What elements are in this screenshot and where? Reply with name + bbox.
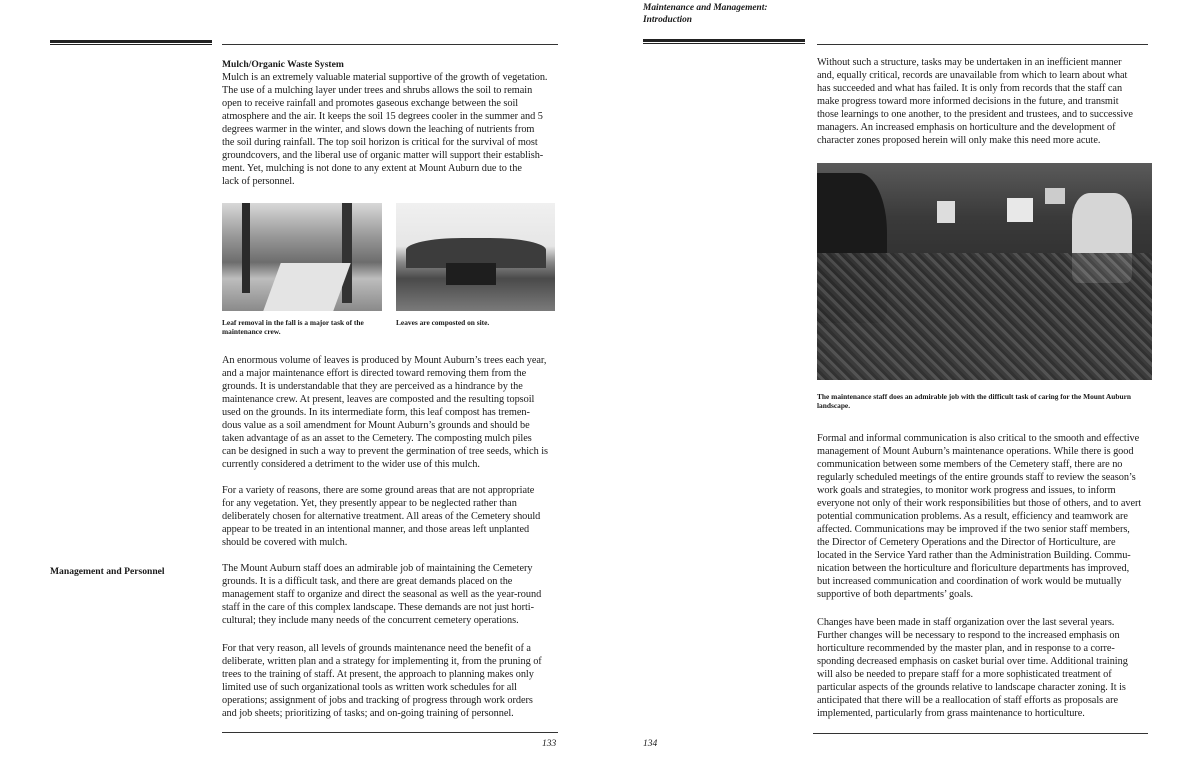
photo-headstone [937, 201, 955, 223]
text-line: those learnings to one another, to the president and trustees, and to successive [817, 109, 1133, 120]
text-line: maintenance crew. [222, 327, 281, 336]
text-line: The maintenance staff does an admirable job with the difficult task of caring for the Mount Auburn [817, 392, 1131, 401]
text-line: but increased communication and coordination of work would be mutually [817, 576, 1122, 587]
photo-road [263, 263, 350, 311]
text-line: landscape. [817, 401, 851, 410]
text-line: anticipated that there will be a reallocation of staff efforts as proposals are [817, 695, 1119, 706]
text-line: character zones proposed herein will only make this need more acute. [817, 135, 1101, 146]
text-line: Formal and informal communication is also critical to the smooth and effective [817, 433, 1140, 444]
sidebar-heading-management: Management and Personnel [50, 566, 165, 577]
text-line: nication between the horticulture and floriculture departments has improved, [817, 563, 1130, 574]
running-head [643, 2, 768, 26]
text-line: make progress toward more informed decisions in the future, and transmit [817, 96, 1119, 107]
photo-caption [817, 392, 1131, 410]
text-line: staff in the care of this complex landscape. These demands are not just horti- [222, 602, 534, 613]
text-line: maintenance crew. At present, leaves are composted and the resulting topsoil [222, 394, 535, 405]
paragraph [817, 432, 1141, 601]
text-line: sponding decreased emphasis on casket burial over time. Additional training [817, 656, 1128, 667]
text-line: Maintenance and Management: [643, 3, 768, 13]
photo-tree-trunk [342, 203, 352, 303]
text-line: An enormous volume of leaves is produced by Mount Auburn’s trees each year, [222, 355, 547, 366]
text-line: Introduction [643, 15, 692, 25]
footer-rule-right [813, 733, 1148, 734]
photo-headstone [1007, 198, 1033, 222]
paragraph [817, 616, 1128, 720]
text-line: the soil during rainfall. The top soil horizon is critical for the survival of most [222, 137, 538, 148]
text-line: everyone not only of their work responsibilities but those of others, and to avert [817, 498, 1142, 509]
paragraph [222, 354, 548, 471]
text-line: operations; assignment of jobs and tracking of progress through work orders [222, 695, 533, 706]
footer-rule-left [222, 732, 558, 733]
text-line: appear to be treated in an intentional manner, and those areas left unplanted [222, 524, 530, 535]
text-line: the Director of Cemetery Operations and the Director of Horticulture, are [817, 537, 1116, 548]
paragraph [222, 484, 540, 549]
text-line: Leaf removal in the fall is a major task of the [222, 318, 364, 327]
text-line: implemented, particularly from grass maintenance to horticulture. [817, 708, 1085, 719]
text-line: has succeeded and what has failed. It is only from records that the staff can [817, 83, 1123, 94]
text-line: Mulch is an extremely valuable material supportive of the growth of vegetation. [222, 72, 548, 83]
text-line: cultural; they include many needs of the concurrent cemetery operations. [222, 615, 519, 626]
text-line: and job sheets; prioritizing of tasks; and on-going training of personnel. [222, 708, 514, 719]
photo-groundcover [817, 253, 1152, 380]
text-line: and, equally critical, records are unavailable from which to learn about what [817, 70, 1128, 81]
text-line: open to receive rainfall and promotes gaseous exchange between the soil [222, 98, 519, 109]
paragraph [222, 71, 547, 188]
text-line: Further changes will be necessary to respond to the increased emphasis on [817, 630, 1120, 641]
header-rule-left [222, 44, 558, 45]
text-line: The Mount Auburn staff does an admirable job of maintaining the Cemetery [222, 563, 533, 574]
text-line: managers. An increased emphasis on horticulture and the development of [817, 122, 1116, 133]
text-line: will also be needed to prepare staff for a more sophisticated treatment of [817, 669, 1112, 680]
page-number: 133 [542, 739, 557, 749]
text-line: can be designed in such a way to prevent the germination of tree seeds, which is [222, 446, 548, 457]
text-line: regularly scheduled meetings of the entire grounds staff to review the season’s [817, 472, 1136, 483]
photo-caption [222, 318, 364, 336]
page-number: 134 [643, 739, 658, 749]
photo-leaf-removal [222, 203, 382, 311]
text-line: deliberately chosen for alternative treatment. All areas of the Cemetery should [222, 511, 541, 522]
text-line: located in the Service Yard rather than the Administration Building. Commu- [817, 550, 1131, 561]
photo-tree-trunk [242, 203, 250, 293]
text-line: communication between some members of the Cemetery staff, there are no [817, 459, 1123, 470]
text-line: management staff to organize and direct the seasonal as well as the year-round [222, 589, 542, 600]
text-line: work goals and strategies, to monitor work progress and issues, to inform [817, 485, 1116, 496]
text-line: should be covered with mulch. [222, 537, 348, 548]
text-line: for any vegetation. Yet, they presently appear to be neglected rather than [222, 498, 517, 509]
paragraph [817, 56, 1133, 147]
paragraph [222, 642, 542, 720]
paragraph [222, 562, 541, 627]
photo-maintenance-staff [817, 163, 1152, 380]
text-line: and a major maintenance effort is directed toward removing them from the [222, 368, 527, 379]
header-rule-right [817, 44, 1148, 45]
text-line: For a variety of reasons, there are some ground areas that are not appropriate [222, 485, 535, 496]
photo-compost-site [396, 203, 555, 311]
text-line: potential communication problems. As a result, efficiency and teamwork are [817, 511, 1128, 522]
text-line: limited use of such organizational tools as written work schedules for all [222, 682, 517, 693]
text-line: affected. Communications may be improved if the two senior staff members, [817, 524, 1130, 535]
text-line: trees to the training of staff. At present, the approach to planning makes only [222, 669, 534, 680]
text-line: Changes have been made in staff organization over the last several years. [817, 617, 1115, 628]
text-line: supportive of both departments’ goals. [817, 589, 974, 600]
text-line: deliberate, written plan and a strategy for implementing it, from the pruning of [222, 656, 542, 667]
text-line: Leaves are composted on site. [396, 318, 490, 327]
text-line: The use of a mulching layer under trees and shrubs allows the soil to remain [222, 85, 533, 96]
text-line: grounds. It is understandable that they are perceived as a hindrance by the [222, 381, 523, 392]
text-line: Without such a structure, tasks may be undertaken in an inefficient manner [817, 57, 1122, 68]
text-line: atmosphere and the air. It keeps the soil 15 degrees cooler in the summer and 5 [222, 111, 543, 122]
photo-headstone [1045, 188, 1065, 204]
text-line: used on the grounds. In its intermediate form, this leaf compost has tremen- [222, 407, 530, 418]
header-double-rule-right [643, 39, 805, 44]
text-line: dous value as a soil amendment for Mount Auburn’s grounds and should be [222, 420, 530, 431]
text-line: management of Mount Auburn’s maintenance operations. While there is good [817, 446, 1134, 457]
text-line: taken advantage of as an asset to the Cemetery. The composting mulch piles [222, 433, 532, 444]
header-double-rule-left [50, 40, 212, 45]
section-heading-mulch: Mulch/Organic Waste System [222, 59, 344, 70]
text-line: lack of personnel. [222, 176, 295, 187]
text-line: degrees warmer in the winter, and slows down the leaching of nutrients from [222, 124, 535, 135]
text-line: groundcovers, and the liberal use of organic matter will support their establish- [222, 150, 544, 161]
text-line: ment. Yet, mulching is not done to any extent at Mount Auburn due to the [222, 163, 522, 174]
photo-caption [396, 318, 489, 327]
text-line: currently considered a detriment to the wider use of this mulch. [222, 459, 480, 470]
photo-truck [446, 263, 496, 285]
text-line: For that very reason, all levels of grounds maintenance need the benefit of a [222, 643, 531, 654]
text-line: particular aspects of the grounds relative to landscape character zoning. It is [817, 682, 1126, 693]
text-line: grounds. It is a difficult task, and there are great demands placed on the [222, 576, 513, 587]
text-line: horticulture recommended by the master plan, and in response to a corre- [817, 643, 1115, 654]
